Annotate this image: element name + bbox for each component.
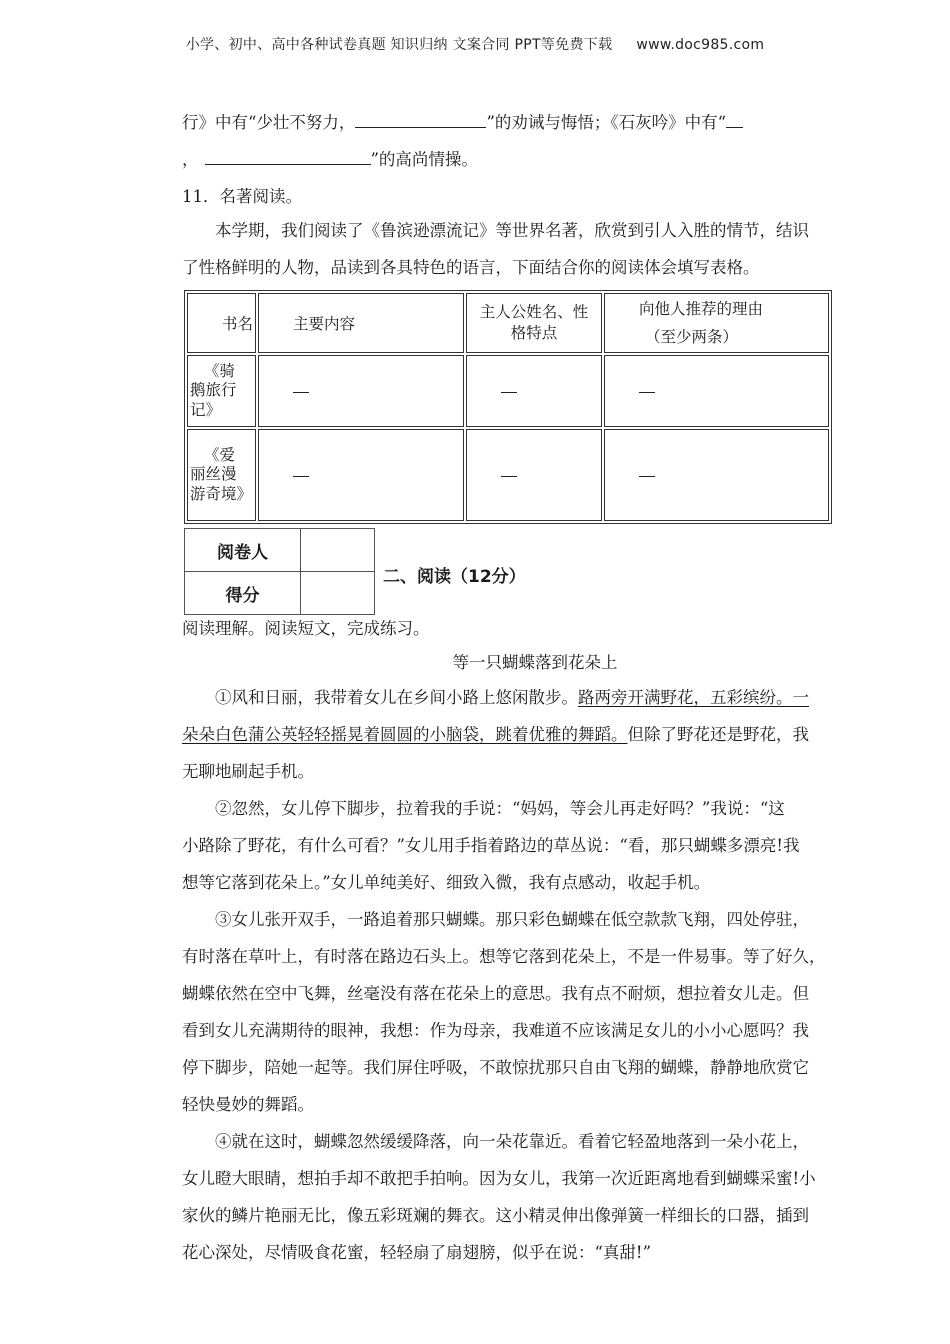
answer-dash	[293, 476, 309, 477]
header-reasons-line1: 向他人推荐的理由	[639, 300, 764, 318]
passage-line	[182, 724, 809, 746]
underlined-text: 路两旁开满野花，五彩缤纷。一	[578, 688, 809, 707]
table-row	[187, 429, 829, 521]
reading-table	[184, 290, 832, 524]
cell-content-1[interactable]	[258, 355, 464, 427]
cell-content-2[interactable]	[258, 429, 464, 521]
passage-line: 花心深处，尽情吸食花蜜，轻轻扇了扇翅膀，似乎在说：“真甜!”	[182, 1243, 652, 1262]
q11-intro-2: 了性格鲜明的人物，品读到各具特色的语言，下面结合你的阅读体会填写表格。	[182, 258, 760, 277]
answer-dash	[501, 476, 517, 477]
cell-reasons-2[interactable]	[604, 429, 829, 521]
q11-intro-1: 本学期，我们阅读了《鲁滨逊漂流记》等世界名著，欣赏到引人入胜的情节，结识	[215, 221, 809, 240]
q10-line-2	[182, 149, 478, 171]
header-url[interactable]: www.doc985.com	[636, 37, 765, 53]
header-protagonist-text: 主人公姓名、性格特点	[479, 303, 589, 342]
q10-text-b: ”的劝诫与悔悟；《石灰吟》中有“	[486, 113, 727, 132]
header-reasons-line2: （至少两条）	[645, 328, 739, 346]
answer-dash	[293, 392, 309, 393]
passage-line: 小路除了野花，有什么可看？”女儿用手指着路边的草丛说：“看，那只蝴蝶多漂亮!我	[182, 836, 800, 855]
q10-blank-2[interactable]	[726, 113, 743, 128]
q10-line-1	[182, 112, 743, 134]
passage-line: 看到女儿充满期待的眼神，我想：作为母亲，我难道不应该满足女儿的小小心愿吗？我	[182, 1021, 809, 1040]
reviewer-label: 阅卷人	[185, 529, 301, 572]
q10-blank-1[interactable]	[355, 113, 486, 128]
passage-line: 家伙的鳞片艳丽无比，像五彩斑斓的舞衣。这小精灵伸出像弹簧一样细长的口器，插到	[182, 1206, 809, 1225]
score-box	[184, 528, 375, 615]
reviewer-field[interactable]	[301, 529, 375, 572]
passage-text: ①风和日丽，我带着女儿在乡间小路上悠闲散步。	[215, 688, 578, 707]
header-book-name: 书名	[187, 293, 256, 353]
table-row	[187, 355, 829, 427]
header-text: 小学、初中、高中各种试卷真题 知识归纳 文案合同 PPT等免费下载	[185, 37, 613, 53]
header-reasons	[604, 293, 829, 353]
table-header-row	[187, 293, 829, 353]
passage-line: 女儿瞪大眼睛，想拍手却不敢把手拍响。因为女儿，我第一次近距离地看到蝴蝶采蜜!小	[182, 1169, 816, 1188]
passage-line: ③女儿张开双手，一路追着那只蝴蝶。那只彩色蝴蝶在低空款款飞翔，四处停驻，	[215, 910, 809, 929]
passage-text: 但除了野花还是野花，我	[627, 725, 809, 744]
passage-line: 想等它落到花朵上。”女儿单纯美好、细致入微，我有点感动，收起手机。	[182, 873, 711, 892]
score-label: 得分	[185, 572, 301, 615]
answer-dash	[501, 392, 517, 393]
cell-reasons-1[interactable]	[604, 355, 829, 427]
q10-text-d: ”的高尚情操。	[370, 150, 478, 169]
page-header	[0, 34, 950, 54]
passage-line	[215, 687, 809, 709]
book-name-2	[187, 429, 256, 521]
passage-line: 轻快曼妙的舞蹈。	[182, 1095, 314, 1114]
q10-text-c: ，	[182, 150, 199, 169]
passage-line: ②忽然，女儿停下脚步，拉着我的手说：“妈妈，等会儿再走好吗？”我说：“这	[215, 799, 785, 818]
reading-instruction: 阅读理解。阅读短文，完成练习。	[182, 619, 430, 638]
q10-text-a: 行》中有“少壮不努力，	[182, 113, 356, 132]
q11-title: 11．名著阅读。	[182, 187, 302, 206]
passage-line: 无聊地刷起手机。	[182, 762, 314, 781]
book-name-1	[187, 355, 256, 427]
passage-line: 停下脚步，陪她一起等。我们屏住呼吸，不敢惊扰那只自由飞翔的蝴蝶，静静地欣赏它	[182, 1058, 809, 1077]
header-protagonist	[466, 293, 602, 353]
book-name-1-text: 《骑鹅旅行记》	[190, 361, 237, 419]
passage-line: ④就在这时，蝴蝶忽然缓缓降落，向一朵花靠近。看着它轻盈地落到一朵小花上，	[215, 1132, 809, 1151]
passage-line: 有时落在草叶上，有时落在路边石头上。想等它落到花朵上，不是一件易事。等了好久，	[182, 947, 826, 966]
cell-protagonist-1[interactable]	[466, 355, 602, 427]
header-main-content: 主要内容	[258, 293, 464, 353]
passage-title: 等一只蝴蝶落到花朵上	[452, 653, 618, 672]
passage-line: 蝴蝶依然在空中飞舞，丝毫没有落在花朵上的意思。我有点不耐烦，想拉着女儿走。但	[182, 984, 809, 1003]
answer-dash	[639, 476, 655, 477]
q10-blank-3[interactable]	[205, 150, 371, 165]
section-2-title: 二、阅读（12分）	[383, 567, 526, 587]
underlined-text: 朵朵白色蒲公英轻轻摇晃着圆圆的小脑袋，跳着优雅的舞蹈。	[182, 725, 628, 744]
answer-dash	[639, 392, 655, 393]
cell-protagonist-2[interactable]	[466, 429, 602, 521]
score-field[interactable]	[301, 572, 375, 615]
book-name-2-text: 《爱丽丝漫游奇境》	[190, 445, 253, 503]
